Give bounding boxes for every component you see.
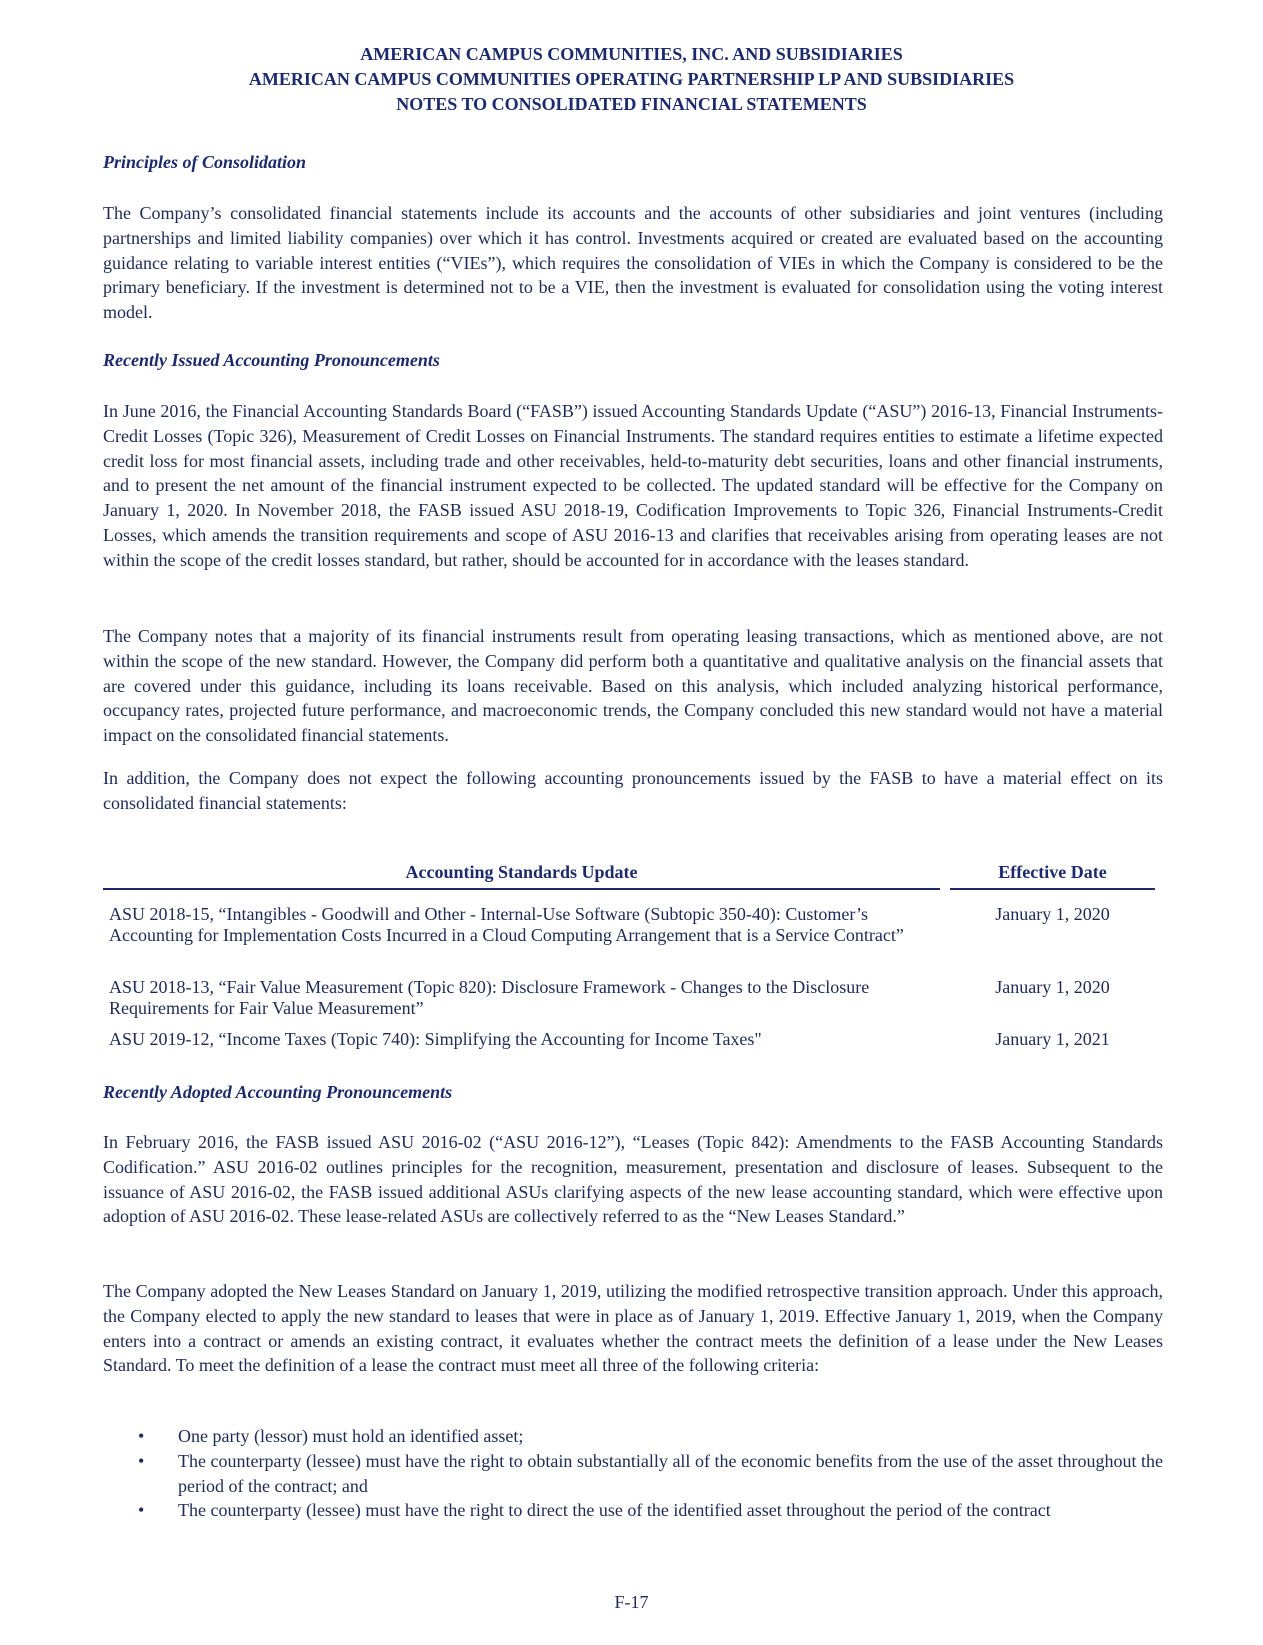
list-item-text: One party (lessor) must hold an identified asset; — [178, 1426, 524, 1446]
table-row-date: January 1, 2021 — [995, 1029, 1110, 1049]
paragraph-consolidation: The Company’s consolidated financial statements include its accounts and the accounts of other subsidiaries and joint ventures (including partnerships and limited liability companies) over which it has control. Investments acquired or created are evaluated based on the accounting guidance relating to variable interest entities (“VIEs”), which requires the consolidation of VIEs in which the Company is considered to be the primary beneficiary. If the investment is determined not to be a VIE, then the investment is evaluated for consolidation using the voting interest model. — [103, 203, 1163, 323]
paragraph-adopted-2: The Company adopted the New Leases Standard on January 1, 2019, utilizing the modified retrospective transition approach. Under this approach, the Company elected to apply the new standard to leases that were in place as of January 1, 2019. Effective January 1, 2019, when the Company enters into a contract or amends an existing contract, it evaluates whether the contract meets the definition of a lease under the New Leases Standard. To meet the definition of a lease the contract must meet all three of the following criteria: — [103, 1281, 1163, 1376]
bullet-icon: • — [138, 1450, 145, 1471]
table-row-asu: ASU 2018-15, “Intangibles - Goodwill and Other - Internal-Use Software (Subtopic 350-40): Customer’s Accounting for Implementation Costs Incurred in a Cloud Computing Arrangement that is a Service Contract” — [109, 904, 904, 945]
bullet-icon: • — [138, 1500, 145, 1521]
table-header-rule — [103, 888, 940, 890]
page-number: F-17 — [614, 1592, 649, 1612]
criteria-list — [103, 1424, 1163, 1523]
list-item-text: The counterparty (lessee) must have the right to obtain substantially all of the economic benefits from the use of the asset throughout the period of the contract; and — [178, 1450, 1163, 1496]
page-header — [0, 42, 1263, 117]
list-item — [103, 1449, 1163, 1499]
paragraph-issued-1: In June 2016, the Financial Accounting Standards Board (“FASB”) issued Accounting Standards Update (“ASU”) 2016-13, Financial Instruments-Credit Losses (Topic 326), Measurement of Credit Losses on Financial Instruments. The standard requires entities to estimate a lifetime expected credit loss for most financial assets, including trade and other receivables, held-to-maturity debt securities, loans and other financial instruments, and to present the net amount of the financial instrument expected to be collected. The updated standard will be effective for the Company on January 1, 2020. In November 2018, the FASB issued ASU 2018-19, Codification Improvements to Topic 326, Financial Instruments-Credit Losses, which amends the transition requirements and scope of ASU 2016-13 and clarifies that receivables arising from operating leases are not within the scope of the credit losses standard, but rather, should be accounted for in accordance with the leases standard. — [103, 401, 1163, 570]
header-notes-title: NOTES TO CONSOLIDATED FINANCIAL STATEMENTS — [396, 94, 867, 114]
header-company: AMERICAN CAMPUS COMMUNITIES, INC. AND SUBSIDIARIES — [360, 44, 903, 64]
table-row-date: January 1, 2020 — [995, 904, 1110, 924]
list-item — [103, 1498, 1163, 1523]
paragraph-issued-2: The Company notes that a majority of its financial instruments result from operating leasing transactions, which as mentioned above, are not within the scope of the new standard. However, the Company did perform both a quantitative and qualitative analysis on the financial assets that are covered under this guidance, including its loans receivable. Based on this analysis, which included analyzing historical performance, occupancy rates, projected future performance, and macroeconomic trends, the Company concluded this new standard would not have a material impact on the consolidated financial statements. — [103, 626, 1163, 746]
bullet-icon: • — [138, 1426, 145, 1446]
table-header-rule — [950, 888, 1155, 890]
table-header-effective-date: Effective Date — [998, 862, 1107, 882]
table-row-asu: ASU 2019-12, “Income Taxes (Topic 740): Simplifying the Accounting for Income Taxes" — [109, 1029, 762, 1049]
list-item — [103, 1424, 1163, 1449]
table-header-asu: Accounting Standards Update — [405, 862, 638, 882]
heading-recently-issued: Recently Issued Accounting Pronouncements — [103, 350, 440, 370]
heading-principles-of-consolidation: Principles of Consolidation — [103, 152, 307, 172]
paragraph-adopted-1: In February 2016, the FASB issued ASU 2016-02 (“ASU 2016-12”), “Leases (Topic 842): Amendments to the FASB Accounting Standards Codification.” ASU 2016-02 outlines principles for the recognition, measurement, presentation and disclosure of leases. Subsequent to the issuance of ASU 2016-02, the FASB issued additional ASUs clarifying aspects of the new lease accounting standard, which were effective upon adoption of ASU 2016-02. These lease-related ASUs are collectively referred to as the “New Leases Standard.” — [103, 1132, 1163, 1227]
table-row-asu: ASU 2018-13, “Fair Value Measurement (Topic 820): Disclosure Framework - Changes to the Disclosure Requirements for Fair Value Measurement” — [109, 977, 870, 1018]
table-row-date: January 1, 2020 — [995, 977, 1110, 997]
paragraph-issued-3: In addition, the Company does not expect the following accounting pronouncements issued by the FASB to have a material effect on its consolidated financial statements: — [103, 768, 1163, 813]
header-partnership: AMERICAN CAMPUS COMMUNITIES OPERATING PARTNERSHIP LP AND SUBSIDIARIES — [248, 69, 1015, 89]
heading-recently-adopted: Recently Adopted Accounting Pronouncements — [103, 1082, 453, 1102]
list-item-text: The counterparty (lessee) must have the right to direct the use of the identified asset throughout the period of the contract — [178, 1500, 1051, 1521]
